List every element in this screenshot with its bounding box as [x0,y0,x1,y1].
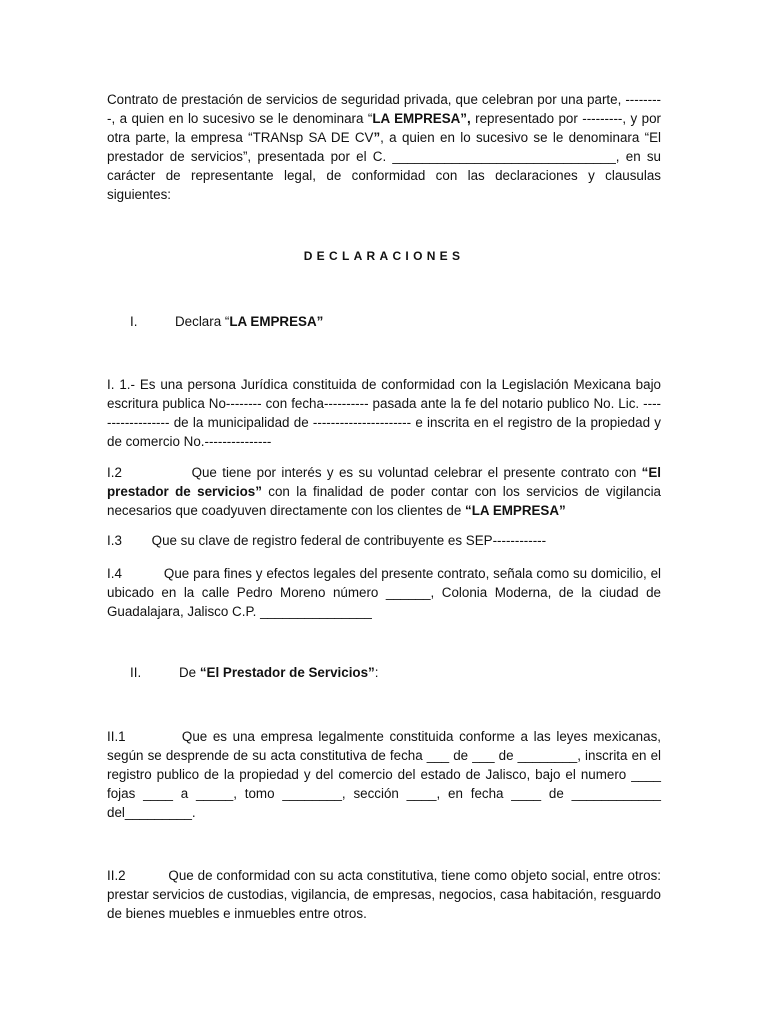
paragraph-I1: I. 1.- Es una persona Jurídica constituida de conformidad con la Legislación Mexicana bajo escritura publica No-------- con fecha---------- pasada ante la fe del notario publico No. Lic. ------------------ de la municipalidad de ---------------------- e inscrita en el registro de la propiedad y de comercio No.--------------- [107,377,661,449]
section-II-text: De [179,665,200,680]
section-I-heading [130,312,323,331]
section-I-text: Declara “ [175,314,230,329]
intro-text-1: Contrato de prestación de servicios de seguridad privada, que celebran por una parte, ---------, a quien en lo sucesivo se le denominara “ [107,92,661,126]
intro-bold-empresa: LA EMPRESA”, [372,111,471,126]
paragraph-I2-text-1: I.2 Que tiene por interés y es su voluntad celebrar el presente contrato con [107,465,642,480]
intro-paragraph [107,90,661,204]
intro-bold-quote: ” [373,130,381,145]
intro-text-3: , a quien en lo sucesivo se le denominara “El prestador de servicios”, presentada por el C. ______________________________, en su carácter de representante legal, de conformidad con las declaraciones y clausulas siguientes: [107,130,661,202]
paragraph-I2-text-2: con la finalidad de poder contar con los servicios de vigilancia necesarios que coadyuven directamente con los clientes de [107,484,662,518]
paragraph-II1: II.1 Que es una empresa legalmente constituida conforme a las leyes mexicanas, según se desprende de su acta constitutiva de fecha ___ de ___ de ________, inscrita en el registro publico de la propiedad y del comercio del estado de Jalisco, bajo el numero ____ fojas ____ a _____, tomo ________, sección ____, en fecha ____ de ____________ del_________. [107,729,661,820]
section-II-number: II. [130,665,142,680]
intro-text-2: representado por ---------, y por otra parte, la empresa “TRANsp SA DE CV [107,111,661,145]
paragraph-II2: II.2 Que de conformidad con su acta constitutiva, tiene como objeto social, entre otros: prestar servicios de custodias, vigilancia, de empresas, negocios, casa habitación, resguardo de bienes muebles e inmuebles entre otros. [107,868,661,921]
section-II-bold: “El Prestador de Servicios” [199,665,375,680]
paragraph-I2-bold-2: “LA EMPRESA” [465,503,566,518]
section-II-heading [130,663,378,682]
paragraph-I3: I.3 Que su clave de registro federal de contribuyente es SEP------------ [107,533,547,548]
paragraph-I2-bold-1: “El prestador de servicios” [107,465,661,499]
declaraciones-heading: DECLARACIONES [303,249,465,263]
paragraph-I2 [107,463,661,520]
section-II-colon: : [374,665,379,680]
paragraph-I4: I.4 Que para fines y efectos legales del presente contrato, señala como su domicilio, el ubicado en la calle Pedro Moreno número ______, Colonia Moderna, de la ciudad de Guadalajara, Jalisco C.P. _______________ [107,566,661,619]
section-I-bold: LA EMPRESA” [229,314,324,329]
section-I-number: I. [130,314,138,329]
